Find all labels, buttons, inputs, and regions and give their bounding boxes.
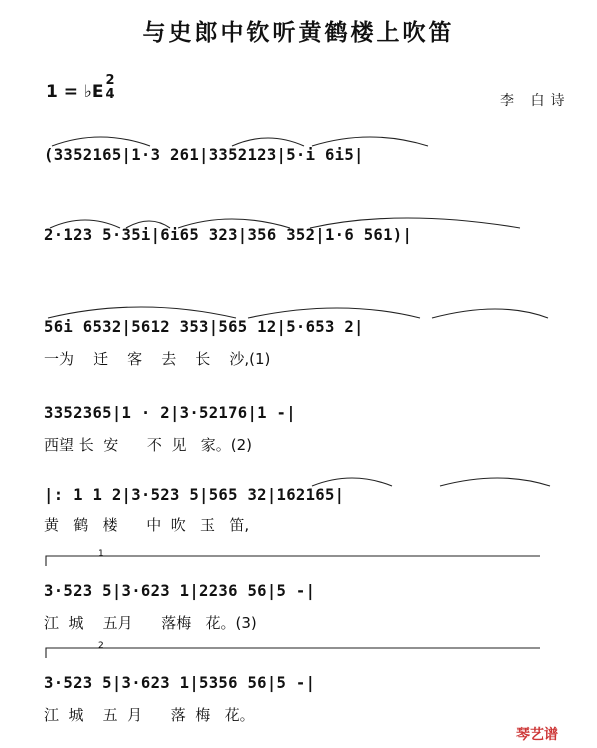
notation-text: 3·523 5|3·623 1|5356 56|5 -| [44, 674, 316, 692]
lyrics-line-4: 西望 长 安 不 见 家。(2) [44, 436, 253, 454]
time-sig-bottom: 4 [105, 87, 115, 102]
lyrics-line-6: 江 城 五月 落梅 花。(3) [44, 614, 257, 632]
slur [312, 137, 428, 146]
notation-text: 3·523 5|3·623 1|2236 56|5 -| [44, 582, 316, 600]
page-title: 与史郎中钦听黄鹤楼上吹笛 [142, 20, 455, 46]
slur [48, 307, 236, 318]
notation-text: 2·123 5·35i|6i65 323|356 352|1·6 561)| [44, 226, 413, 244]
author-credit: 李 白诗 [500, 93, 571, 109]
volta-1-bracket [46, 556, 540, 566]
volta-2-bracket [46, 648, 540, 658]
score-line-1 [44, 146, 564, 186]
slur [312, 478, 392, 486]
slur [248, 308, 420, 318]
slur [232, 138, 304, 146]
notation-text: 56i 6532|5612 353|565 12|5·653 2| [44, 318, 364, 336]
time-sig-top: 2 [105, 73, 115, 88]
key-signature: 1 = ♭E [46, 82, 104, 102]
notation-text: 3352365|1 · 2|3·52176|1 -| [44, 404, 296, 422]
lyrics-line-3: 一为 迁 客 去 长 沙,(1) [44, 350, 271, 368]
volta-2-label: 2 [98, 641, 104, 651]
slur [52, 137, 150, 146]
slur [432, 309, 548, 318]
lyrics-line-7: 江 城 五 月 落 梅 花。 [44, 706, 255, 724]
notation-text: (3352165|1·3 261|3352123|5·i 6i5| [44, 146, 364, 164]
volta-1-label: 1 [98, 549, 104, 559]
lyrics-line-5: 黄 鹤 楼 中 吹 玉 笛, [44, 516, 250, 534]
time-signature [103, 74, 117, 102]
notation-text: |: 1 1 2|3·523 5|565 32|162165| [44, 486, 345, 504]
watermark-logo: 琴艺谱 [516, 727, 558, 743]
slur [440, 478, 550, 486]
score-line-2 [44, 226, 564, 266]
